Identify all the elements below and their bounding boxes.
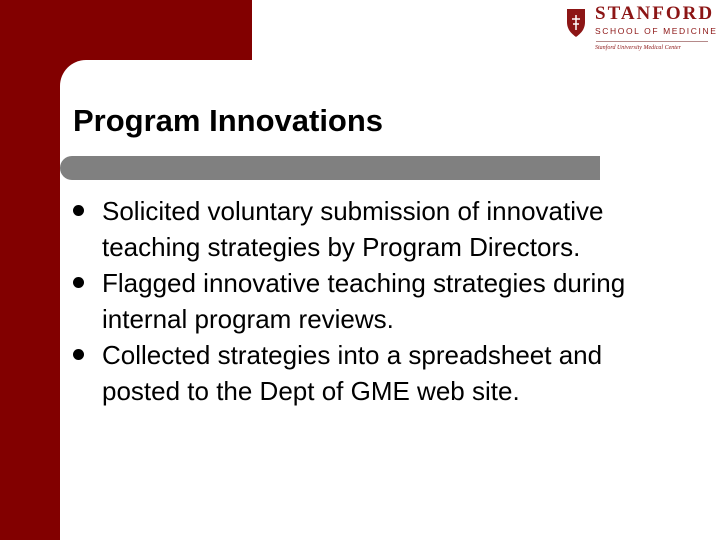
bullet-item: [73, 337, 693, 409]
bullet-dot-icon: [73, 277, 84, 288]
logo-name: STANFORD: [595, 3, 715, 24]
bullet-item: [73, 193, 693, 265]
seal-icon: [565, 8, 587, 38]
logo-wordmark: [595, 4, 717, 36]
bullet-text: Flagged innovative teaching strategies during internal program reviews.: [102, 268, 626, 334]
title-underline-bar: [60, 156, 600, 180]
bullet-text: Solicited voluntary submission of innovative teaching strategies by Program Directors.: [102, 196, 604, 262]
logo-tagline: Stanford University Medical Center: [595, 45, 681, 51]
bullet-text: Collected strategies into a spreadsheet and posted to the Dept of GME web site.: [102, 340, 603, 406]
bullet-item: [73, 265, 693, 337]
logo-divider: [596, 41, 708, 42]
bullet-dot-icon: [73, 349, 84, 360]
bullet-dot-icon: [73, 205, 84, 216]
slide-title: Program Innovations: [73, 103, 384, 138]
logo-subtitle: SCHOOL OF MEDICINE: [595, 26, 718, 36]
bullet-list: [73, 193, 693, 409]
